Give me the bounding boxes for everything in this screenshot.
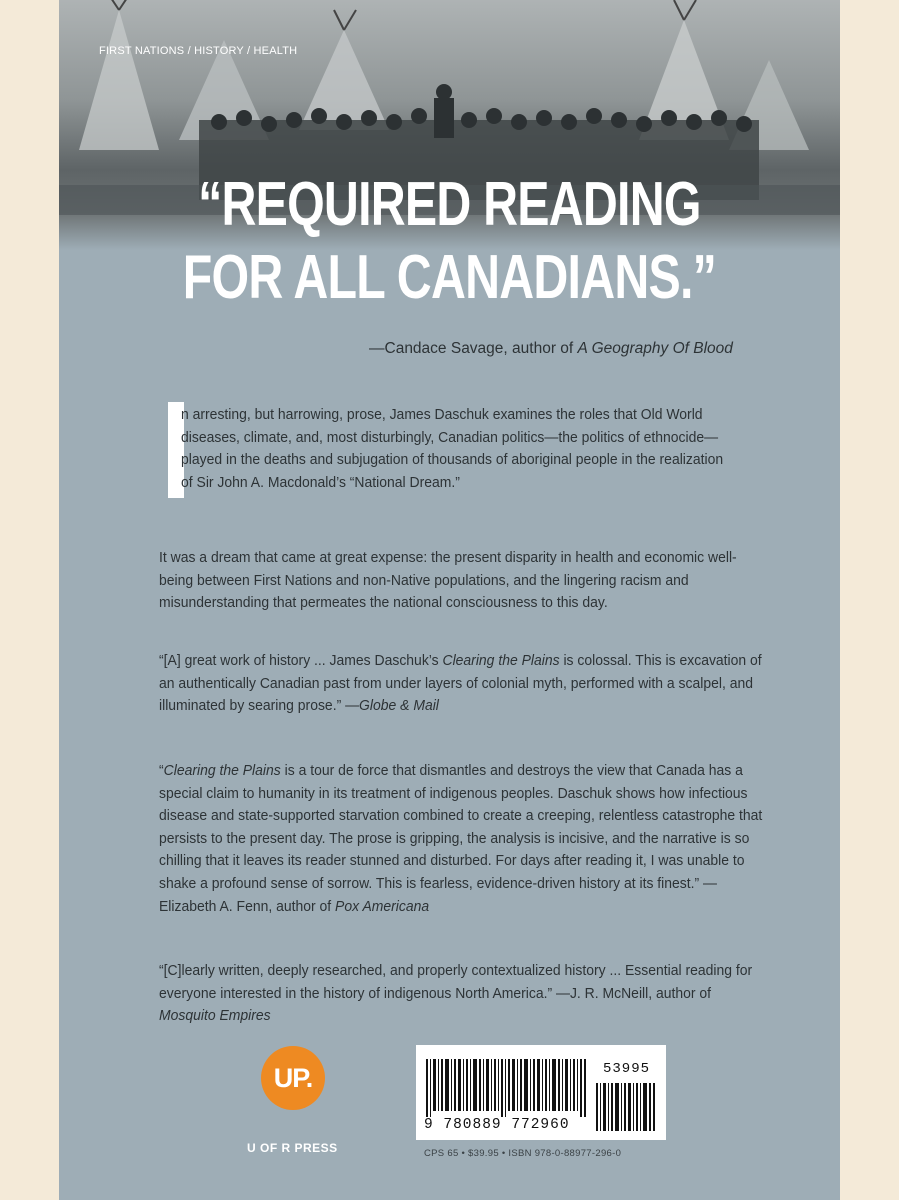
barcode-addon-bars <box>596 1083 656 1131</box>
review-quote-mcneill <box>159 960 769 1028</box>
quote-book-title: Clearing the Plains <box>163 762 281 779</box>
price-and-isbn: CPS 65 • $39.95 • ISBN 978-0-88977-296-0 <box>424 1148 622 1159</box>
barcode-isbn-digits: 9 780889 772960 <box>424 1117 570 1133</box>
quote-text: is a tour de force that dismantles and destroys the view that Canada has a special claim to humanity in its treatment of indigenous peoples. Daschuk shows how infectious disease and state-supported starvation combined to create a creeping, relentless catastrophe that persists to the present day. The prose is gripping, the analysis is incisive, and the narrative is so chilling that it leaves its reader stunned and disturbed. For days after reading it, I was unable to shake a profound sense of sorrow. This is fearless, evidence-driven history at its finest.” —Elizabeth A. Fenn, author of <box>159 762 763 915</box>
quote-source: Mosquito Empires <box>159 1007 271 1025</box>
attribution-book-title: A Geography Of Blood <box>577 340 733 357</box>
quote-source: Globe & Mail <box>359 697 439 715</box>
publisher-name: U OF R PRESS <box>247 1141 338 1155</box>
book-back-cover <box>59 0 840 1200</box>
isbn-barcode <box>416 1045 666 1140</box>
headline-quote <box>145 168 754 314</box>
review-quote-globe-and-mail <box>159 650 769 718</box>
barcode-bars <box>426 1059 586 1117</box>
headline-line-2: FOR ALL CANADIANS.” <box>182 243 717 312</box>
quote-book-title: Clearing the Plains <box>442 652 560 669</box>
quote-text: is colossal. This is excavation of an authentically Canadian past from under layers of colonial myth, performed with a scalpel, and illuminated by searing prose.” — <box>159 652 762 715</box>
attribution-prefix: —Candace Savage, author of <box>369 340 578 357</box>
headline-attribution <box>369 340 733 358</box>
review-quote-fenn <box>159 760 769 918</box>
publisher-logo: UP. <box>261 1046 325 1110</box>
quote-text: “[A] great work of history ... James Daschuk’s <box>159 652 443 669</box>
second-paragraph: It was a dream that came at great expense: the present disparity in health and economic well-being between First Nations and non-Native populations, and the lingering racism and misunderstanding that permeates the national consciousness to this day. <box>159 549 737 612</box>
quote-text: “ <box>159 762 164 779</box>
quote-text: “[C]learly written, deeply researched, and properly contextualized history ... Essential reading for everyone interested in the history of indigenous North America.” —J. R. McNeill, author of <box>159 962 753 1002</box>
barcode-price-code: 53995 <box>603 1061 651 1077</box>
subject-categories: FIRST NATIONS / HISTORY / HEALTH <box>99 45 298 57</box>
intro-paragraph: n arresting, but harrowing, prose, James Daschuk examines the roles that Old World diseases, climate, and, most disturbingly, Canadian politics—the politics of ethnocide—played in the deaths and subjugation of thousands of aboriginal people in the realization of Sir John A. Macdonald’s “National Dream.” <box>181 406 724 491</box>
headline-line-1: “REQUIRED READING <box>198 170 701 239</box>
quote-source: Pox Americana <box>335 897 430 915</box>
